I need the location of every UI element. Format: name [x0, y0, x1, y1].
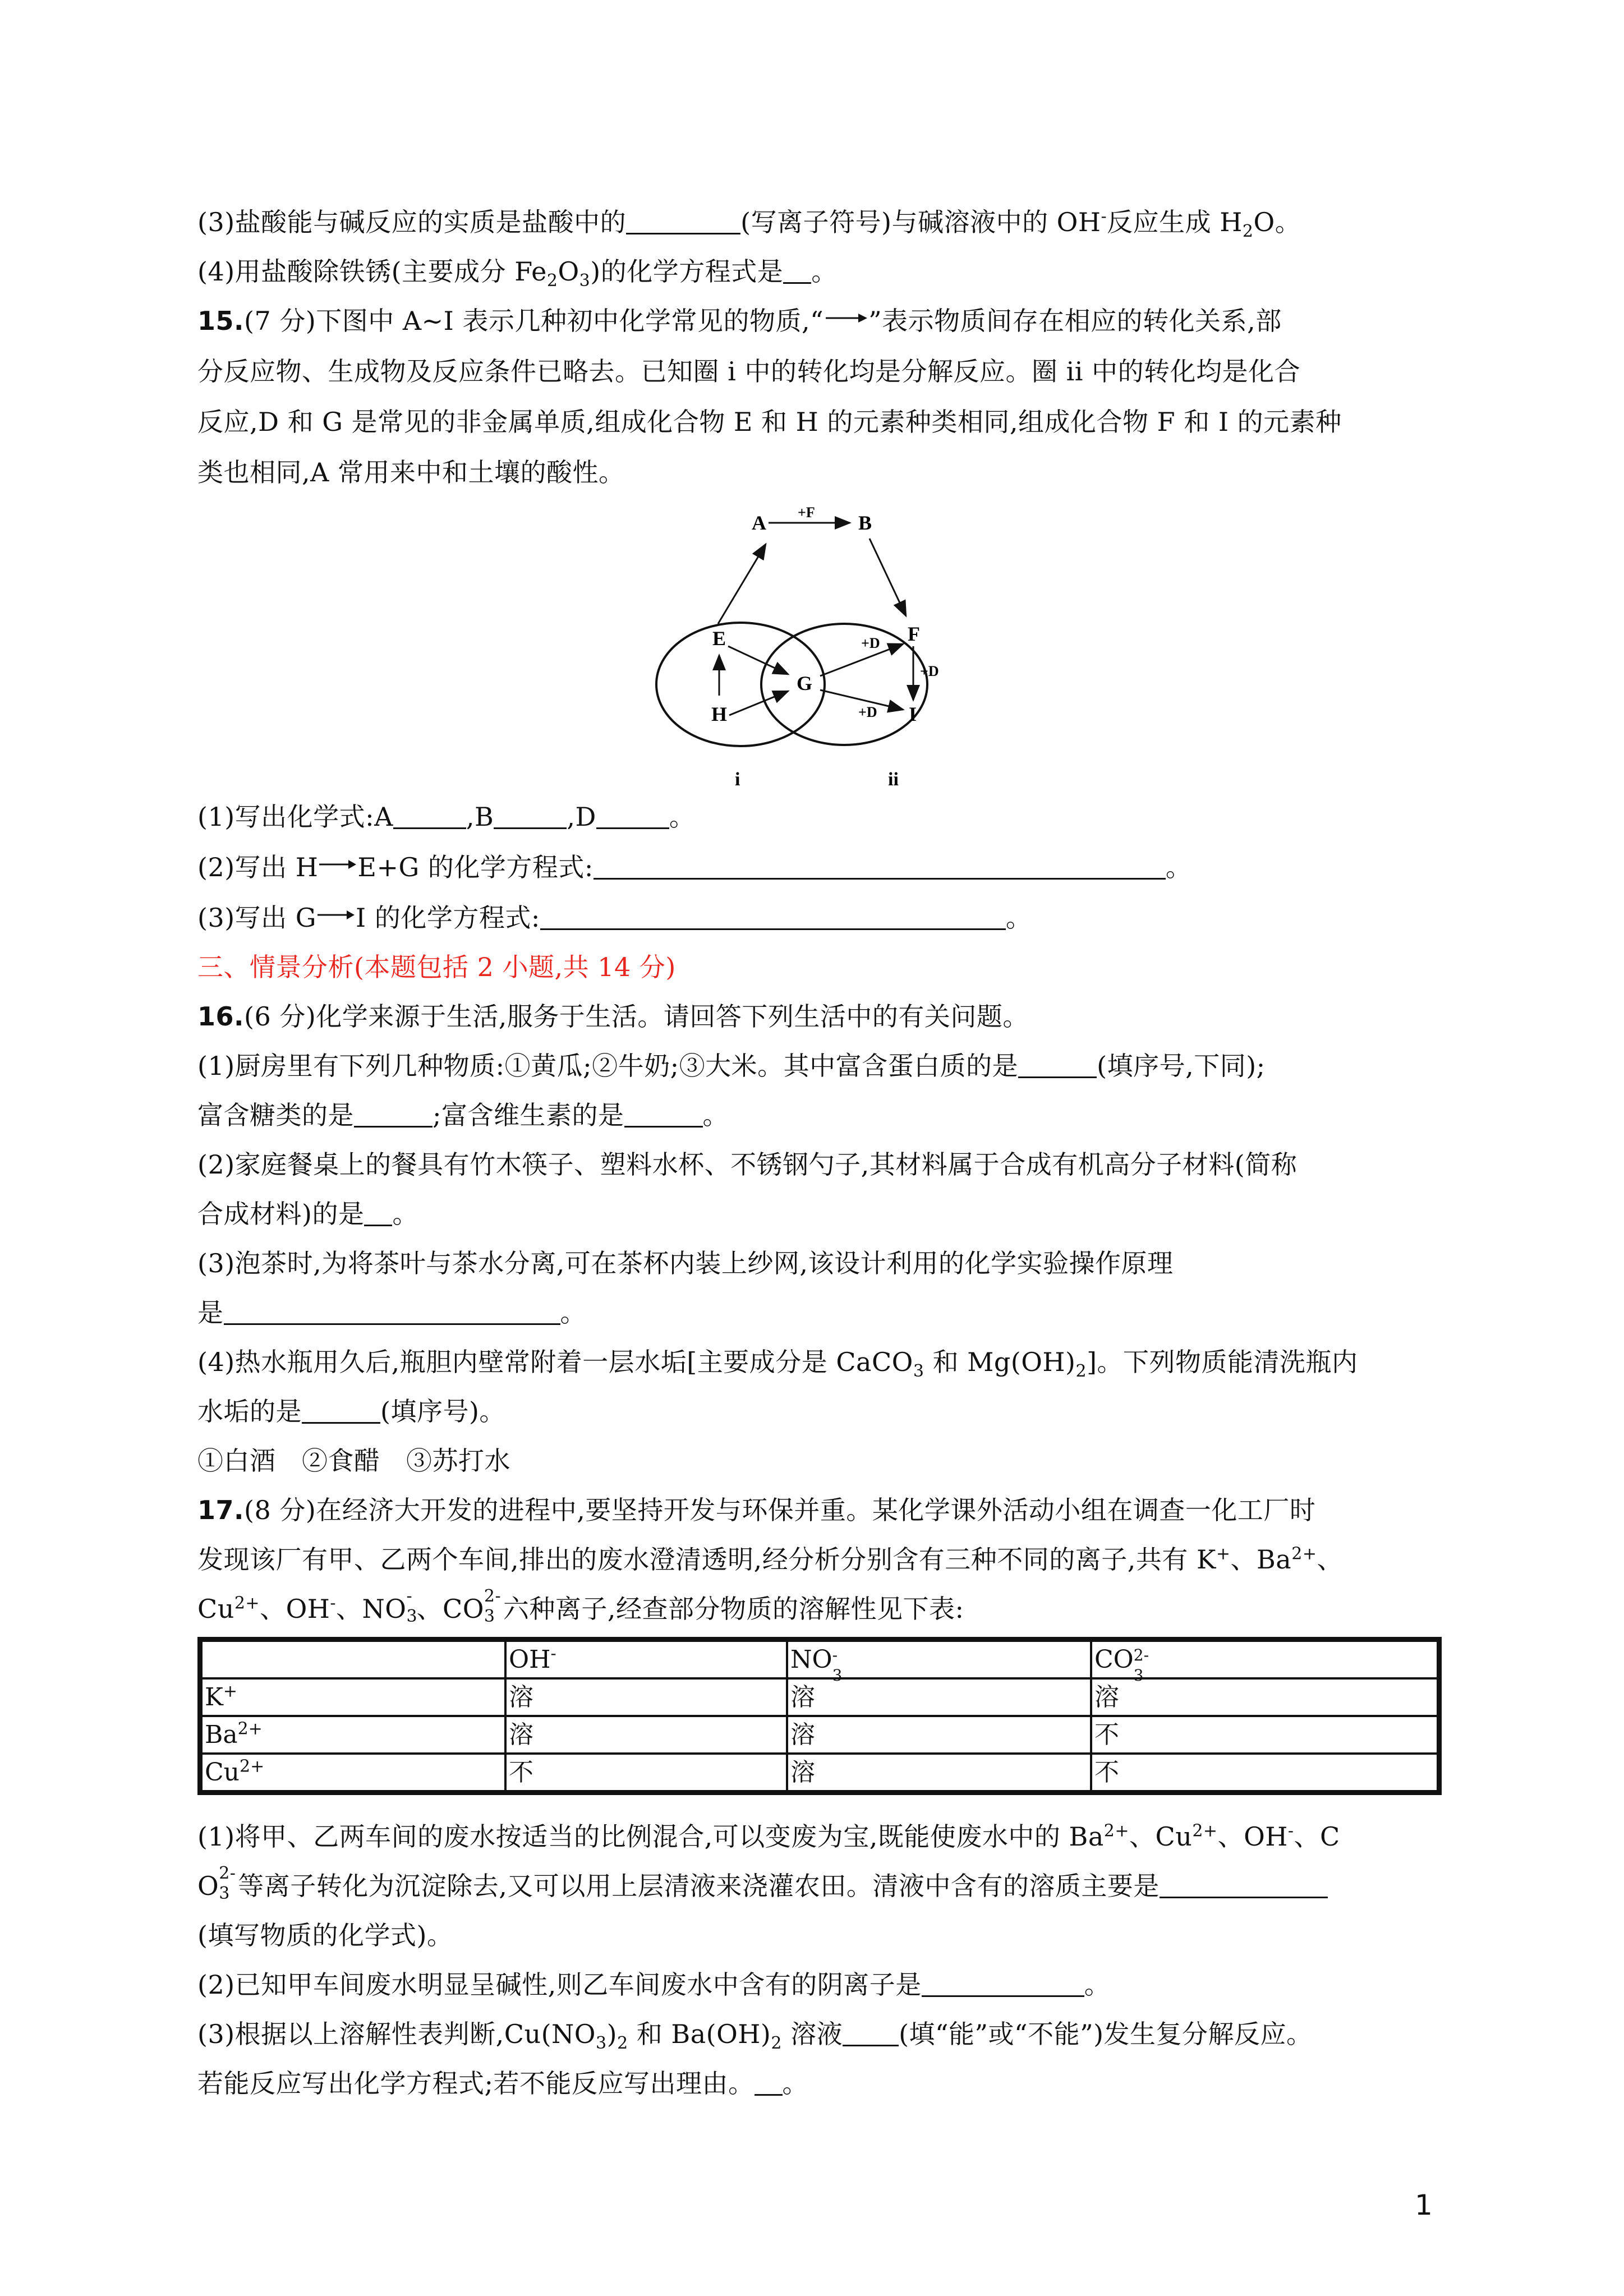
label-plus-d-right: +D	[920, 663, 939, 679]
q15-stem-line3: 反应,D 和 G 是常见的非金属单质,组成化合物 E 和 H 的元素种类相同,组成化合物 F 和 I 的元素种	[197, 407, 1342, 437]
page-number: 1	[1415, 2189, 1433, 2221]
node-f: F	[908, 623, 920, 645]
answer-blank[interactable]	[755, 2068, 783, 2096]
table-row	[200, 1754, 1439, 1793]
row-ion: $Cu^{2+}$	[200, 1754, 506, 1793]
q17-sub1-cont: O 2- 3 等离子转化为沉淀除去,又可以用上层清液来浇灌农田。清液中含有的溶质主要是	[197, 1868, 1328, 1904]
table-header-cell: CO 2- 3	[1091, 1640, 1439, 1679]
answer-blank[interactable]	[922, 1970, 1084, 1997]
answer-blank[interactable]	[624, 1100, 703, 1128]
node-i: I	[909, 703, 917, 725]
answer-blank[interactable]	[302, 1396, 380, 1424]
q16-sub3: (3)泡茶时,为将茶叶与茶水分离,可在茶杯内装上纱网,该设计利用的化学实验操作原理	[197, 1248, 1174, 1278]
label-i: i	[735, 769, 740, 790]
answer-blank[interactable]	[224, 1297, 560, 1325]
node-h: H	[711, 703, 728, 725]
arrow-e-g	[728, 646, 788, 674]
node-g: G	[797, 672, 813, 694]
table-cell: 溶	[787, 1716, 1091, 1754]
answer-blank-a[interactable]	[393, 802, 466, 829]
q17-stem-line1: 17.(8 分)在经济大开发的进程中,要坚持开发与环保并重。某化学课外活动小组在调查一化工厂时	[197, 1495, 1316, 1525]
answer-blank[interactable]	[540, 903, 1006, 930]
answer-blank[interactable]	[626, 207, 740, 234]
table-row	[200, 1678, 1439, 1716]
arrow-e-a	[718, 544, 766, 624]
answer-blank[interactable]	[594, 852, 1166, 880]
label-plus-d-bottom: +D	[858, 704, 877, 720]
q17-stem-line2: 发现该厂有甲、乙两个车间,排出的废水澄清透明,经分析分别含有三种不同的离子,共有 K+、$Ba^{2+}$、	[197, 1544, 1343, 1575]
answer-blank[interactable]	[364, 1199, 392, 1226]
q16-sub2: (2)家庭餐桌上的餐具有竹木筷子、塑料水杯、不锈钢勺子,其材料属于合成有机高分子材料(简称	[197, 1149, 1298, 1180]
node-b: B	[858, 512, 872, 534]
arrow-icon	[318, 856, 357, 873]
circle-ii	[761, 624, 927, 745]
answer-blank[interactable]	[783, 256, 811, 284]
q16-sub1-cont: 富含糖类的是 ;富含维生素的是 。	[197, 1100, 729, 1130]
label-plus-f: +F	[798, 504, 815, 521]
table-cell: 不	[1091, 1754, 1439, 1793]
solubility-table	[197, 1637, 1442, 1795]
table-cell: 不	[505, 1754, 787, 1793]
label-plus-d-top: +D	[861, 635, 880, 651]
answer-blank[interactable]	[354, 1100, 433, 1128]
q17-sub1: (1)将甲、乙两车间的废水按适当的比例混合,可以变废为宝,既能使废水中的 $Ba^{2+}$、$Cu^{2+}$、OH-、C	[197, 1821, 1340, 1852]
q15-stem-line1: 15.(7 分)下图中 A~I 表示几种初中化学常见的物质,“ ”表示物质间存在相应的转化关系,部	[197, 306, 1282, 336]
answer-blank[interactable]	[1018, 1051, 1097, 1078]
section-heading: 三、情景分析(本题包括 2 小题,共 14 分)	[197, 952, 676, 982]
answer-blank[interactable]	[1160, 1871, 1328, 1898]
q17-stem-line3: $Cu^{2+}$、OH-、NO - 3 、CO 2- 3 六种离子,经查部分物质的溶解性见下表:	[197, 1586, 964, 1626]
table-header-cell: OH-	[505, 1640, 787, 1679]
q17-sub3: (3)根据以上溶解性表判断$,Cu(NO_3)_2$ 和 $Ba(OH)_2$ 溶液 (填“能”或“不能”)发生复分解反应。	[197, 2019, 1313, 2054]
answer-blank[interactable]	[843, 2019, 899, 2046]
row-ion: $Ba^{2+}$	[200, 1716, 506, 1754]
q16-options: ①白酒 ②食醋 ③苏打水	[197, 1446, 510, 1476]
table-header-row	[200, 1640, 1439, 1679]
table-cell: 溶	[787, 1754, 1091, 1793]
q17-sub3-cont: 若能反应写出化学方程式;若不能反应写出理由。 。	[197, 2068, 808, 2099]
q16-sub2-cont: 合成材料)的是 。	[197, 1199, 418, 1229]
table-cell: 溶	[1091, 1678, 1439, 1716]
row-ion: K+	[200, 1678, 506, 1716]
q14-part3: (3)盐酸能与碱反应的实质是盐酸中的 (写离子符号)与碱溶液中的 OH-反应生成 $H_2O$。	[197, 206, 1301, 242]
table-cell: 溶	[505, 1716, 787, 1754]
q16-stem: 16.(6 分)化学来源于生活,服务于生活。请回答下列生活中的有关问题。	[197, 1001, 1029, 1032]
node-e: E	[712, 627, 726, 650]
q16-sub4: (4)热水瓶用久后,瓶胆内壁常附着一层水垢[主要成分是 CaCO$_3$ 和 $Mg(OH)_2$]。下列物质能清洗瓶内	[197, 1347, 1358, 1382]
label-ii: ii	[888, 769, 899, 790]
arrow-h-g	[729, 691, 788, 715]
answer-blank-d[interactable]	[596, 802, 669, 829]
table-header-cell: NO - 3	[787, 1640, 1091, 1679]
q15-sub1: (1)写出化学式:A ,B ,D 。	[197, 802, 696, 832]
answer-blank-b[interactable]	[494, 802, 567, 829]
q17-sub1-tail: (填写物质的化学式)。	[197, 1920, 453, 1950]
node-a: A	[752, 512, 766, 534]
q17-sub2: (2)已知甲车间废水明显呈碱性,则乙车间废水中含有的阴离子是 。	[197, 1970, 1111, 2000]
q14-part4: (4)用盐酸除铁锈(主要成分 $Fe_2O_3$)的化学方程式是 。	[197, 256, 838, 291]
arrow-icon	[316, 907, 356, 923]
q15-sub3: (3)写出 G I 的化学方程式: 。	[197, 903, 1032, 933]
table-row	[200, 1716, 1439, 1754]
q15-stem-line2: 分反应物、生成物及反应条件已略去。已知圈 i 中的转化均是分解反应。圈 ii 中的转化均是化合	[197, 356, 1301, 386]
table-cell: 不	[1091, 1716, 1439, 1754]
table-cell: 溶	[505, 1678, 787, 1716]
q16-sub4-cont: 水垢的是 (填序号)。	[197, 1396, 505, 1427]
table-header-cell	[200, 1640, 506, 1679]
conversion-diagram	[645, 494, 993, 797]
q16-sub1: (1)厨房里有下列几种物质:①黄瓜;②牛奶;③大米。其中富含蛋白质的是 (填序号,下同);	[197, 1051, 1266, 1081]
arrow-icon	[823, 310, 868, 326]
q16-sub3-cont: 是 。	[197, 1297, 586, 1328]
q15-stem-line4: 类也相同,A 常用来中和土壤的酸性。	[197, 457, 625, 487]
q15-sub2: (2)写出 H E+G 的化学方程式: 。	[197, 852, 1192, 882]
table-cell: 溶	[787, 1678, 1091, 1716]
arrow-b-f	[869, 539, 906, 616]
